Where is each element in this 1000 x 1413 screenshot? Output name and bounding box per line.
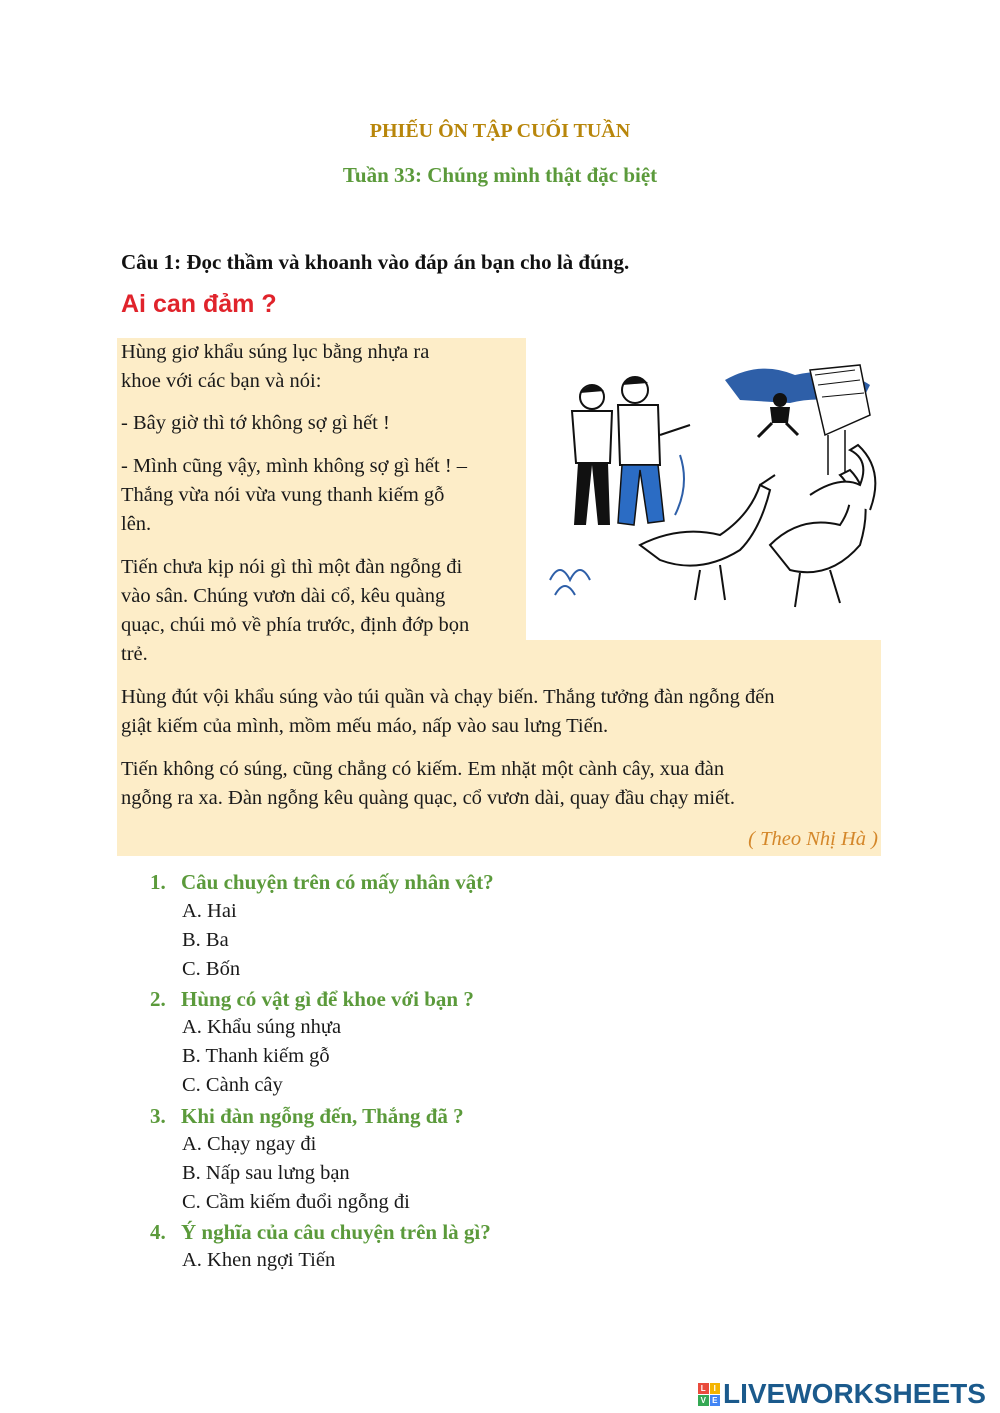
story-line: khoe với các bạn và nói: bbox=[121, 370, 322, 392]
question-text: Khi đàn ngỗng đến, Thắng đã ? bbox=[181, 1104, 464, 1128]
story-line: lên. bbox=[121, 513, 152, 535]
logo-letter: L bbox=[698, 1383, 709, 1394]
answer-option[interactable]: B. Ba bbox=[182, 929, 229, 951]
story-line: ngỗng ra xa. Đàn ngỗng kêu quàng quạc, cổ vươn dài, quay đầu chạy miết. bbox=[121, 787, 735, 809]
story-title: Ai can đảm ? bbox=[121, 290, 277, 318]
answer-option[interactable]: A. Khẩu súng nhựa bbox=[182, 1016, 342, 1038]
story-line: trẻ. bbox=[121, 643, 148, 665]
answer-option[interactable]: A. Khen ngợi Tiến bbox=[182, 1249, 336, 1271]
story-line: Hùng giơ khẩu súng lục bằng nhựa ra bbox=[121, 341, 430, 363]
answer-option[interactable]: B. Nấp sau lưng bạn bbox=[182, 1162, 350, 1184]
story-source: ( Theo Nhị Hà ) bbox=[748, 828, 878, 850]
story-line: - Bây giờ thì tớ không sợ gì hết ! bbox=[121, 412, 390, 434]
answer-option[interactable]: C. Bốn bbox=[182, 958, 241, 980]
question-item bbox=[150, 987, 474, 1012]
page-title: PHIẾU ÔN TẬP CUỐI TUẦN bbox=[369, 120, 631, 142]
question-text: Ý nghĩa của câu chuyện trên là gì? bbox=[181, 1220, 491, 1244]
question-text: Hùng có vật gì để khoe với bạn ? bbox=[181, 987, 474, 1011]
brand-name: LIVEWORKSHEETS bbox=[723, 1378, 986, 1409]
question-number: 1. bbox=[150, 870, 166, 894]
question-text: Câu chuyện trên có mấy nhân vật? bbox=[181, 870, 494, 894]
answer-option[interactable]: A. Chạy ngay đi bbox=[182, 1133, 317, 1155]
question-item bbox=[150, 870, 494, 895]
question-1-heading: Câu 1: Đọc thầm và khoanh vào đáp án bạn cho là đúng. bbox=[121, 250, 630, 274]
story-line: Thắng vừa nói vừa vung thanh kiếm gỗ bbox=[121, 484, 445, 506]
story-line: Hùng đút vội khẩu súng vào túi quần và chạy biến. Thắng tưởng đàn ngỗng đến bbox=[121, 686, 775, 708]
question-item bbox=[150, 1104, 464, 1129]
liveworksheets-logo[interactable] bbox=[698, 1377, 986, 1411]
logo-letter: I bbox=[710, 1383, 721, 1394]
answer-option[interactable]: B. Thanh kiếm gỗ bbox=[182, 1045, 330, 1067]
story-line: giật kiếm của mình, mồm mếu máo, nấp vào sau lưng Tiến. bbox=[121, 715, 609, 737]
question-number: 3. bbox=[150, 1104, 166, 1128]
story-line: quạc, chúi mỏ về phía trước, định đớp bọn bbox=[121, 614, 470, 636]
story-box-bottom bbox=[117, 640, 881, 856]
story-line: Tiến không có súng, cũng chẳng có kiếm. Em nhặt một cành cây, xua đàn bbox=[121, 758, 725, 780]
page-subtitle: Tuần 33: Chúng mình thật đặc biệt bbox=[342, 163, 658, 187]
answer-option[interactable]: A. Hai bbox=[182, 900, 237, 922]
answer-option[interactable]: C. Cành cây bbox=[182, 1074, 283, 1096]
question-number: 4. bbox=[150, 1220, 166, 1244]
logo-letter: E bbox=[710, 1395, 721, 1406]
question-number: 2. bbox=[150, 987, 166, 1011]
logo-letter: V bbox=[698, 1395, 709, 1406]
logo-icon bbox=[698, 1383, 720, 1405]
story-line: Tiến chưa kịp nói gì thì một đàn ngỗng đi bbox=[121, 556, 463, 578]
question-item bbox=[150, 1220, 491, 1245]
story-line: vào sân. Chúng vươn dài cổ, kêu quàng bbox=[121, 585, 446, 607]
story-illustration bbox=[540, 345, 885, 620]
story-line: - Mình cũng vậy, mình không sợ gì hết ! – bbox=[121, 455, 468, 477]
answer-option[interactable]: C. Cầm kiếm đuổi ngỗng đi bbox=[182, 1191, 410, 1213]
